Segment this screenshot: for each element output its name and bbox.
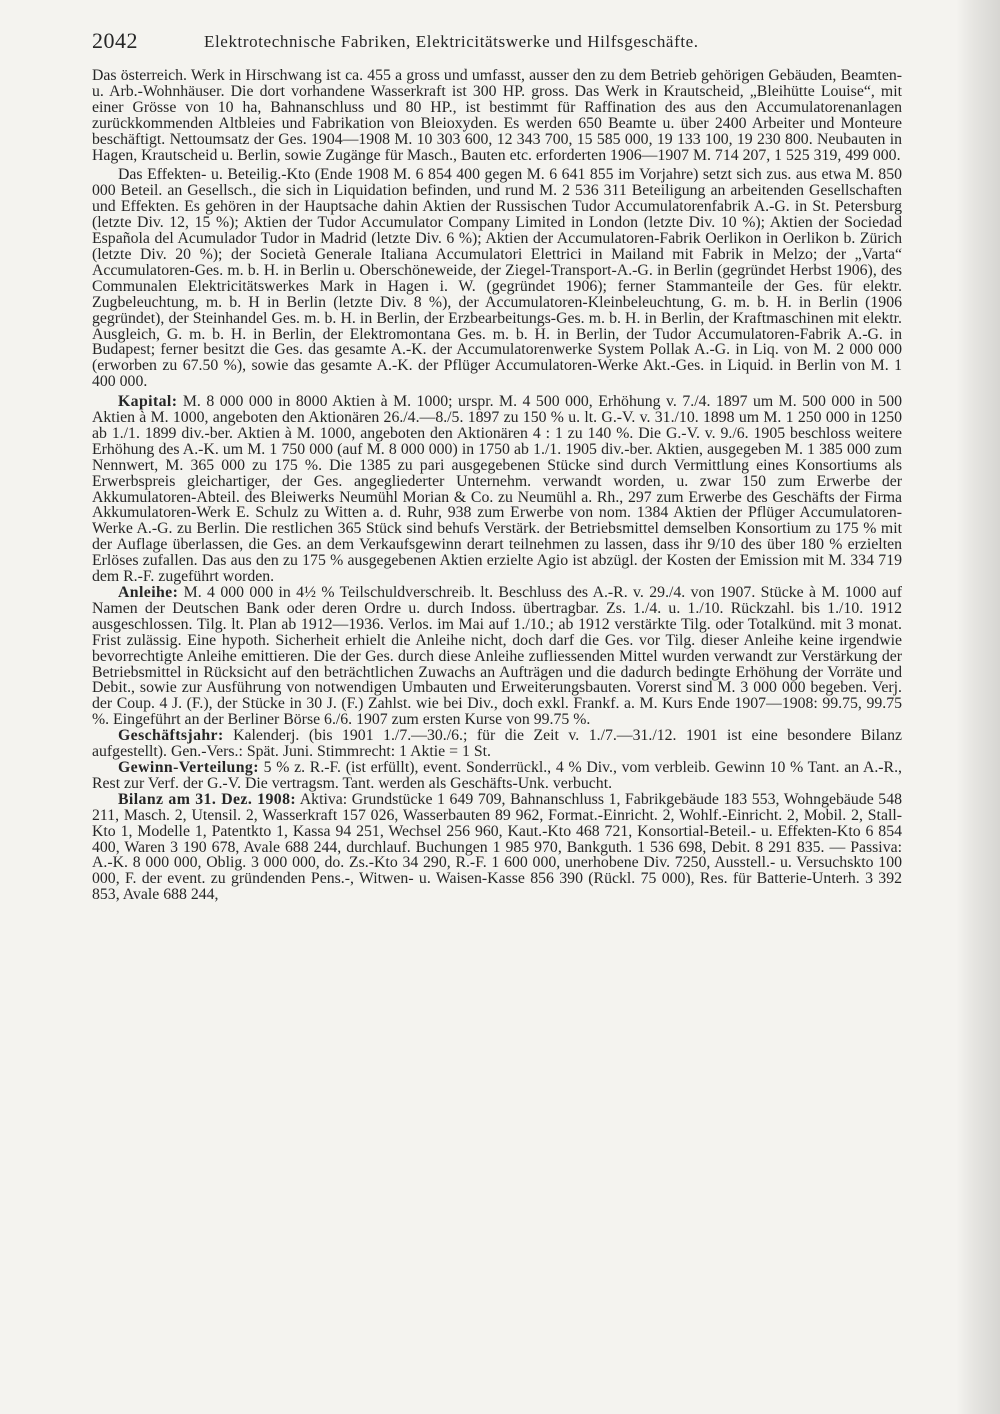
paragraph-bilanz	[92, 792, 902, 903]
page-number: 2042	[92, 28, 138, 53]
section-heading: Kapital:	[118, 393, 178, 411]
paragraph-gewinn-verteilung	[92, 760, 902, 792]
paragraph-text: Aktiva: Grundstücke 1 649 709, Bahnanschluss 1, Fabrikgebäude 183 553, Wohngebäude 548 211, Masch. 2, Utensil. 2, Wasserkraft 157 026, Wasserbauten 89 962, Format.-Einricht. 2, Wohlf.-Einricht. 2, Mobil. 2, Stall-Kto 1, Modelle 1, Patentkto 1, Kassa 94 251, Wechsel 256 960, Kaut.-Kto 468 721, Konsortial-Beteil.- u. Effekten-Kto 6 854 400, Waren 3 190 678, Avale 688 244, durchlauf. Buchungen 1 985 970, Bankguth. 1 536 698, Debit. 8 291 835. — Passiva: A.-K. 8 000 000, Oblig. 3 000 000, do. Zs.-Kto 34 290, R.-F. 1 600 000, unerhobene Div. 7250, Ausstell.- u. Versuchskto 100 000, F. der event. zu gründenden Pens.-, Witwen- u. Waisen-Kasse 856 390 (Rückl. 75 000), Res. für Batterie-Unterh. 3 392 853, Avale 688 244,	[92, 790, 902, 904]
paragraph-hirschwang	[92, 68, 902, 163]
paragraph-text: Das Effekten- u. Beteilig.-Kto (Ende 1908 M. 6 854 400 gegen M. 6 641 855 im Vorjahre) setzt sich zus. aus etwa M. 850 000 Beteil. an Gesellsch., die sich in Liquidation befinden, und rund M. 2 536 311 Beteiligung an arbeitenden Gesellschaften und Effekten. Es gehören in der Hauptsache dahin Aktien der Russischen Tudor Accumulatorenfabrik A.-G. in St. Petersburg (letzte Div. 12, 15 %); Aktien der Tudor Accumulator Company Limited in London (letzte Div. 10 %); Aktien der Sociedad Española del Acumulador Tudor in Madrid (letzte Div. 6 %); Aktien der Accumulatoren-Fabrik Oerlikon in Oerlikon b. Zürich (letzte Div. 20 %); der Società Generale Italiana Accumulatori Elettrici in Mailand mit Fabrik in Melzo; der „Varta“ Accumulatoren-Ges. m. b. H. in Berlin u. Oberschöneweide, der Ziegel-Transport-A.-G. in Berlin (gegründet Herbst 1906), des Communalen Elektricitätswerkes Mark in Hagen i. W. (gegründet 1906); ferner Stammanteile der Ges. für elektr. Zugbeleuchtung, m. b. H in Berlin (letzte Div. 8 %), der Accumulatoren-Kleinbeleuchtung, G. m. b. H. in Berlin (1906 gegründet), der Steinhandel Ges. m. b. H. in Berlin, der Erzbearbeitungs-Ges. m. b. H. in Berlin, der Kraftmaschinen mit elektr. Ausgleich, G. m. b. H. in Berlin, der Elektromontana Ges. m. b. H. in Berlin, der Tudor Accumulatoren-Fabrik A.-G. in Budapest; ferner besitzt die Ges. das gesamte A.-K. der Accumulatorenwerke System Pollak A.-G. in Liq. von M. 2 000 000 (erworben zu 67.50 %), sowie das gesamte A.-K. der Pflüger Accumulatoren-Werke Akt.-Ges. in Liquid. in Berlin von M. 1 400 000.	[92, 166, 902, 391]
section-heading: Bilanz am 31. Dez. 1908:	[118, 790, 297, 808]
paragraph-text: Das österreich. Werk in Hirschwang ist ca. 455 a gross und umfasst, ausser den zu dem Betrieb gehörigen Gebäuden, Beamten- u. Arb.-Wohnhäuser. Die dort vorhandene Wasserkraft ist 300 HP. gross. Das Werk in Krautscheid, „Bleihütte Louise“, mit einer Grösse von 10 ha, Bahnanschluss und 80 HP., ist bestimmt für Raffination des aus den Accumulatorenanlagen zurückkommenden Altbleies und Fabrikation von Bleioxyden. Es werden 650 Beamte u. über 2400 Arbeiter und Monteure beschäftigt. Nettoumsatz der Ges. 1904—1908 M. 10 303 600, 12 343 700, 15 585 000, 19 133 100, 19 230 800. Neubauten in Hagen, Krautscheid u. Berlin, sowie Zugänge für Masch., Bauten etc. erforderten 1906—1907 M. 714 207, 1 525 319, 499 000.	[92, 68, 902, 164]
page-header	[92, 28, 902, 58]
paragraph-text: Kalenderj. (bis 1901 1./7.—30./6.; für die Zeit v. 1./7.—31./12. 1901 ist eine besondere Bilanz aufgestellt). Gen.-Vers.: Spät. Juni. Stimmrecht: 1 Aktie = 1 St.	[92, 727, 902, 761]
paragraph-text: M. 4 000 000 in 4½ % Teilschuldverschreib. lt. Beschluss des A.-R. v. 29./4. von 1907. Stücke à M. 1000 auf Namen der Deutschen Bank oder deren Ordre u. durch Indoss. übertragbar. Zs. 1./4. u. 1./10. Rückzahl. bis 1./10. 1912 ausgeschlossen. Tilg. lt. Plan ab 1912—1936. Verlos. im Mai auf 1./10.; ab 1912 verstärkte Tilg. oder Totalkünd. mit 3 monat. Frist zulässig. Eine hypoth. Sicherheit erhielt die Anleihe nicht, doch darf die Ges. vor Tilg. dieser Anleihe keine irgendwie bevorrechtigte Anleihe emittieren. Die der Ges. durch diese Anleihe zufliessenden Mittel wurden verwandt zur Verstärkung der Betriebsmittel in Rücksicht auf den beträchtlichen Zuwachs an Aufträgen und die dadurch bedingte Erhöhung der Vorräte und Debit., sowie zur Ausführung von notwendigen Umbauten und Erweiterungsbauten. Vorerst sind M. 3 000 000 begeben. Verj. der Coup. 4 J. (F.), der Stücke in 30 J. (F.) Zahlst. wie bei Div., doch exkl. Frankf. a. M. Kurs Ende 1907—1908: 99.75, 99.75 %. Eingeführt an der Berliner Börse 6./6. 1907 zum ersten Kurse von 99.75 %.	[92, 584, 902, 729]
running-title: Elektrotechnische Fabriken, Elektricitätswerke und Hilfsgeschäfte.	[204, 32, 699, 51]
paragraph-kapital	[92, 394, 902, 585]
paragraph-effekten	[92, 167, 902, 390]
section-heading: Gewinn-Verteilung:	[118, 758, 259, 776]
paragraph-text: 5 % z. R.-F. (ist erfüllt), event. Sonderrückl., 4 % Div., vom verbleib. Gewinn 10 % Tant. an A.-R., Rest zur Verf. der G.-V. Die vertragsm. Tant. werden als Geschäfts-Unk. verbucht.	[92, 758, 902, 792]
section-heading: Anleihe:	[118, 584, 179, 601]
section-heading: Geschäftsjahr:	[118, 727, 224, 745]
paragraph-text: M. 8 000 000 in 8000 Aktien à M. 1000; urspr. M. 4 500 000, Erhöhung v. 7./4. 1897 um M. 500 000 in 500 Aktien à M. 1000, angeboten den Aktionären 26./4.—8./5. 1897 zu 150 % u. lt. G.-V. v. 31./10. 1898 um M. 1 250 000 in 1250 ab 1./1. 1899 div.-ber. Aktien à M. 1000, angeboten den Aktionären 4 : 1 zu 140 %. Die G.-V. v. 9./6. 1905 beschloss weitere Erhöhung des A.-K. um M. 1 750 000 (auf M. 8 000 000) in 1750 ab 1./1. 1905 div.-ber. Aktien, ausgegeben M. 1 385 000 zum Nennwert, M. 365 000 zu 175 %. Die 1385 zu pari ausgegebenen Stücke sind durch Vermittlung eines Konsortiums als Erwerbspreis gleichartiger, der Ges. angegliederter Unternehm. verwandt worden, u. zwar 150 zum Erwerbe der Akkumulatoren-Abteil. des Bleiwerks Neumühl Morian & Co. zu Neumühl a. Rh., 297 zum Erwerbe des Geschäfts der Firma Akkumulatoren-Werk E. Schulz zu Witten a. d. Ruhr, 938 zum Erwerbe von nom. 1384 Aktien der Pflüger Accumulatoren-Werke A.-G. zu Berlin. Die restlichen 365 Stück sind behufs Verstärk. der Betriebsmittel demselben Konsortium zu 175 % mit der Auflage überlassen, die Ges. an dem Verkaufsgewinn derart teilnehmen zu lassen, dass ihr 9/10 des über 180 % erzielten Erlöses zufallen. Das aus den zu 175 % ausgegebenen Aktien erzielte Agio ist abzügl. der Kosten der Emission mit M. 334 719 dem R.-F. zugeführt worden.	[92, 393, 902, 586]
paragraph-anleihe	[92, 585, 902, 728]
page-body	[92, 68, 902, 1388]
scan-shadow	[956, 0, 1000, 1414]
paragraph-geschaeftsjahr	[92, 728, 902, 760]
